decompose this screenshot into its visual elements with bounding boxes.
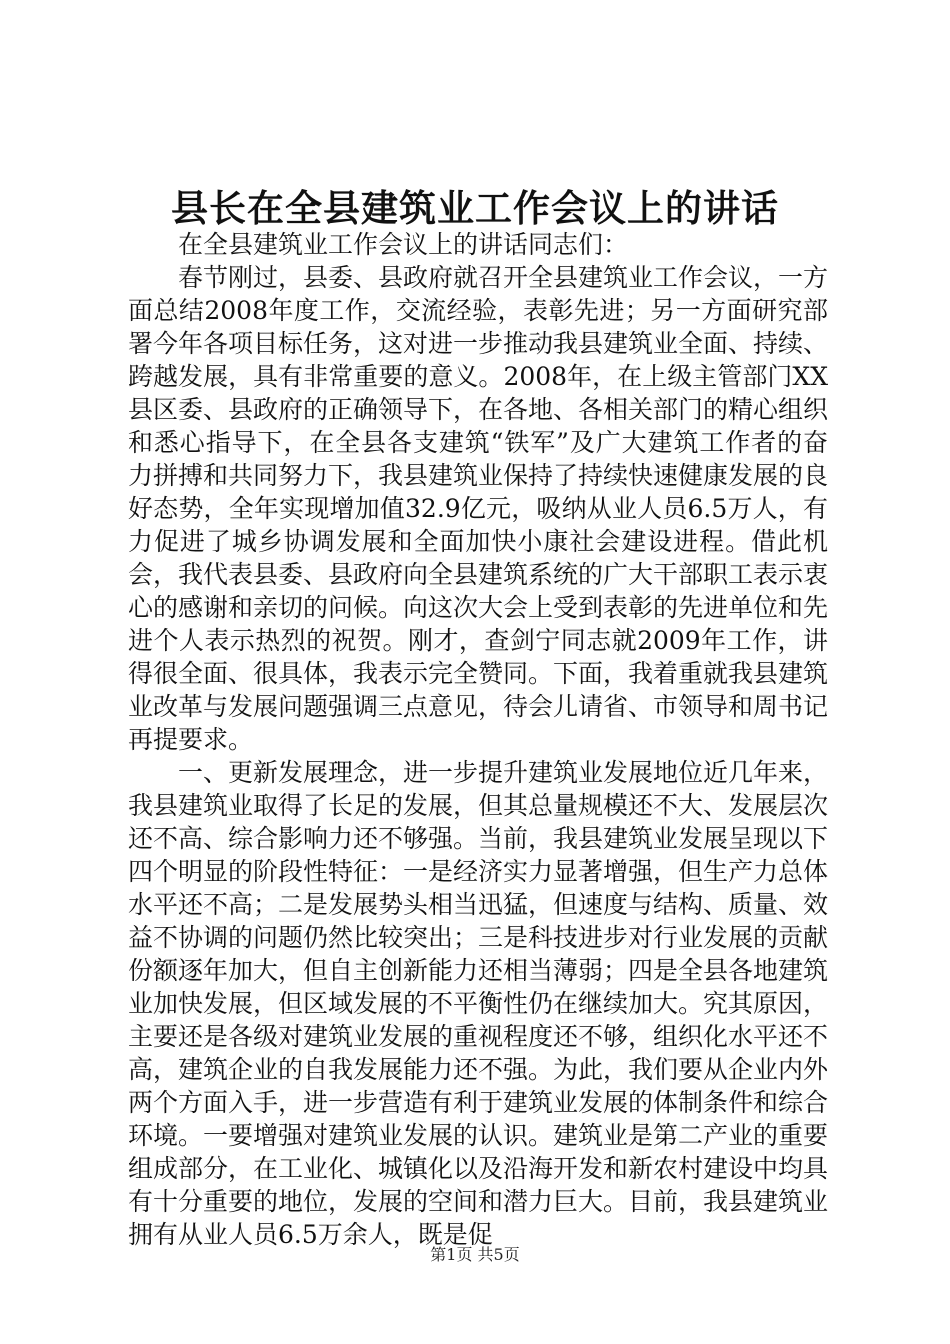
- paragraph-section-one: 一、更新发展理念，进一步提升建筑业发展地位近几年来，我县建筑业取得了长足的发展，但其总量规模还不大、发展层次还不高、综合影响力还不够强。当前，我县建筑业发展呈现以下四个明显的阶段性特征：一是经济实力显著增强，但生产力总体水平还不高；二是发展势头相当迅猛，但速度与结构、质量、效益不协调的问题仍然比较突出；三是科技进步对行业发展的贡献份额逐年加大，但自主创新能力还相当薄弱；四是全县各地建筑业加快发展，但区域发展的不平衡性仍在继续加大。究其原因，主要还是各级对建筑业发展的重视程度还不够，组织化水平还不高，建筑企业的自我发展能力还不强。为此，我们要从企业内外两个方面入手，进一步营造有利于建筑业发展的体制条件和综合环境。一要增强对建筑业发展的认识。建筑业是第二产业的重要组成部分，在工业化、城镇化以及沿海开发和新农村建设中均具有十分重要的地位，发展的空间和潜力巨大。目前，我县建筑业拥有从业人员6.5万余人，既是促: [128, 758, 829, 1249]
- paragraph-intro: 春节刚过，县委、县政府就召开全县建筑业工作会议，一方面总结2008年度工作，交流经验，表彰先进；另一方面研究部署今年各项目标任务，这对进一步推动我县建筑业全面、持续、跨越发展，具有非常重要的意义。2008年，在上级主管部门XX县区委、县政府的正确领导下，在各地、各相关部门的精心组织和悉心指导下，在全县各支建筑“铁军”及广大建筑工作者的奋力拼搏和共同努力下，我县建筑业保持了持续快速健康发展的良好态势，全年实现增加值32.9亿元，吸纳从业人员6.5万人，有力促进了城乡协调发展和全面加快小康社会建设进程。借此机会，我代表县委、县政府向全县建筑系统的广大干部职工表示衷心的感谢和亲切的问候。向这次大会上受到表彰的先进单位和先进个人表示热烈的祝贺。刚才，查剑宁同志就2009年工作，讲得很全面、很具体，我表示完全赞同。下面，我着重就我县建筑业改革与发展问题强调三点意见，待会儿请省、市领导和周书记再提要求。: [128, 263, 829, 754]
- paragraph-greeting: 在全县建筑业工作会议上的讲话同志们：: [178, 230, 629, 259]
- page-footer: 第1页 共5页: [430, 1245, 520, 1264]
- document-body: [128, 228, 828, 1251]
- document-title: 县长在全县建筑业工作会议上的讲话: [171, 186, 779, 230]
